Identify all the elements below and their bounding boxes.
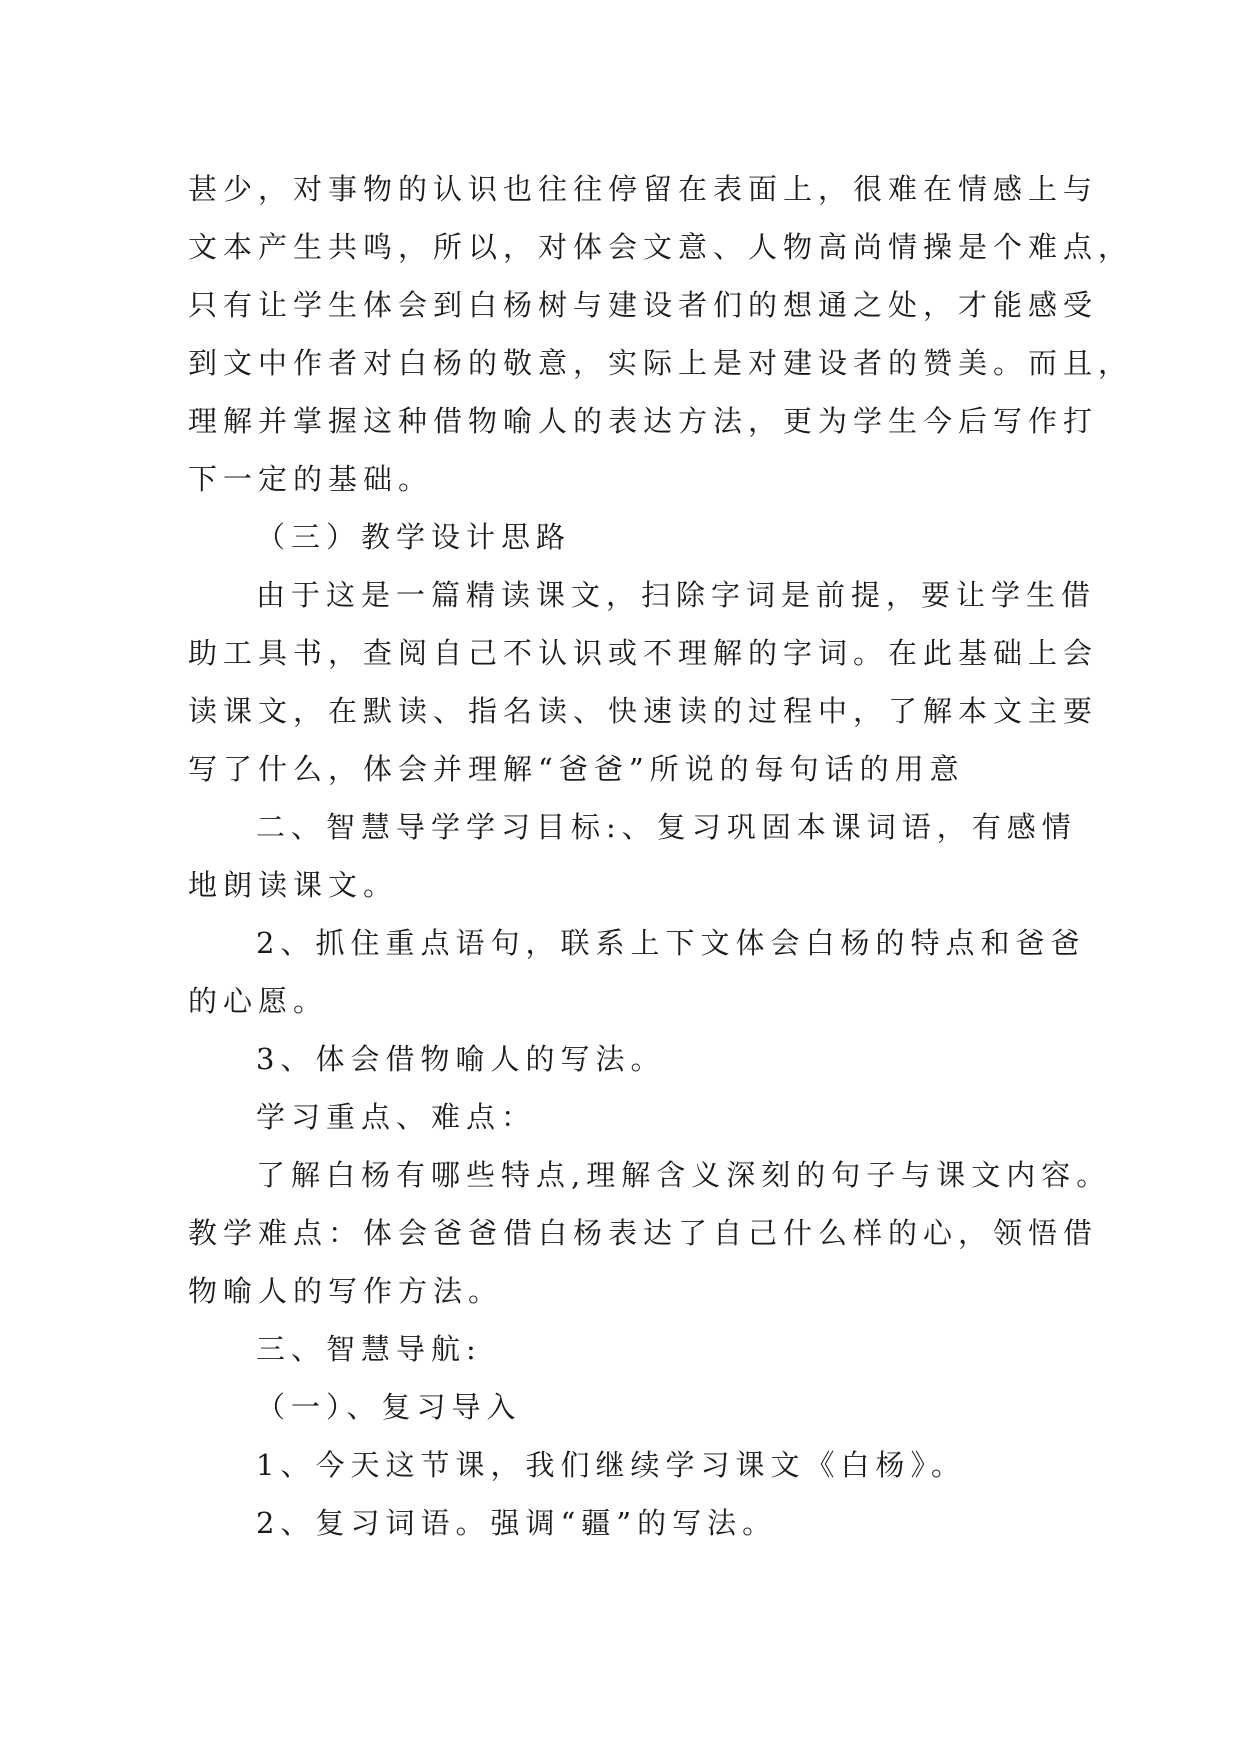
text-line: 了解白杨有哪些特点,理解含义深刻的句子与课文内容。 <box>256 1158 1112 1192</box>
text-line: 写了什么，体会并理解“爸爸”所说的每句话的用意 <box>188 752 965 786</box>
text-line: 甚少，对事物的认识也往往停留在表面上，很难在情感上与 <box>188 172 1099 206</box>
text-line: 到文中作者对白杨的敬意，实际上是对建设者的赞美。而且， <box>188 346 1134 380</box>
list-item: 3、体会借物喻人的写法。 <box>256 1042 666 1076</box>
list-item: 2、复习词语。强调“疆”的写法。 <box>256 1506 778 1540</box>
subheading: （一）、复习导入 <box>256 1390 522 1424</box>
text-line: 理解并掌握这种借物喻人的表达方法，更为学生今后写作打 <box>188 404 1099 438</box>
text-line: 下一定的基础。 <box>188 462 434 496</box>
text-line: 物喻人的写作方法。 <box>188 1274 504 1308</box>
text-line: 文本产生共鸣，所以，对体会文意、人物高尚情操是个难点， <box>188 230 1134 264</box>
subheading: 学习重点、难点： <box>256 1100 537 1134</box>
document-page <box>188 160 1134 1552</box>
section-heading: 二、智慧导学学习目标:、复习巩固本课词语，有感情 <box>256 810 1077 844</box>
list-item: 2、抓住重点语句，联系上下文体会白杨的特点和爸爸 <box>256 926 1086 960</box>
text-line: 地朗读课文。 <box>188 868 399 902</box>
section-heading: （三）教学设计思路 <box>256 520 572 554</box>
text-line: 读课文，在默读、指名读、快速读的过程中，了解本文主要 <box>188 694 1099 728</box>
list-item: 1、今天这节课，我们继续学习课文《白杨》。 <box>256 1448 966 1482</box>
text-line: 的心愿。 <box>188 984 329 1018</box>
section-heading: 三、智慧导航: <box>256 1332 482 1366</box>
text-line: 助工具书，查阅自己不认识或不理解的字词。在此基础上会 <box>188 636 1099 670</box>
text-line: 只有让学生体会到白杨树与建设者们的想通之处，才能感受 <box>188 288 1099 322</box>
text-line: 由于这是一篇精读课文，扫除字词是前提，要让学生借 <box>256 578 1097 612</box>
text-line: 教学难点：体会爸爸借白杨表达了自己什么样的心，领悟借 <box>188 1216 1099 1250</box>
